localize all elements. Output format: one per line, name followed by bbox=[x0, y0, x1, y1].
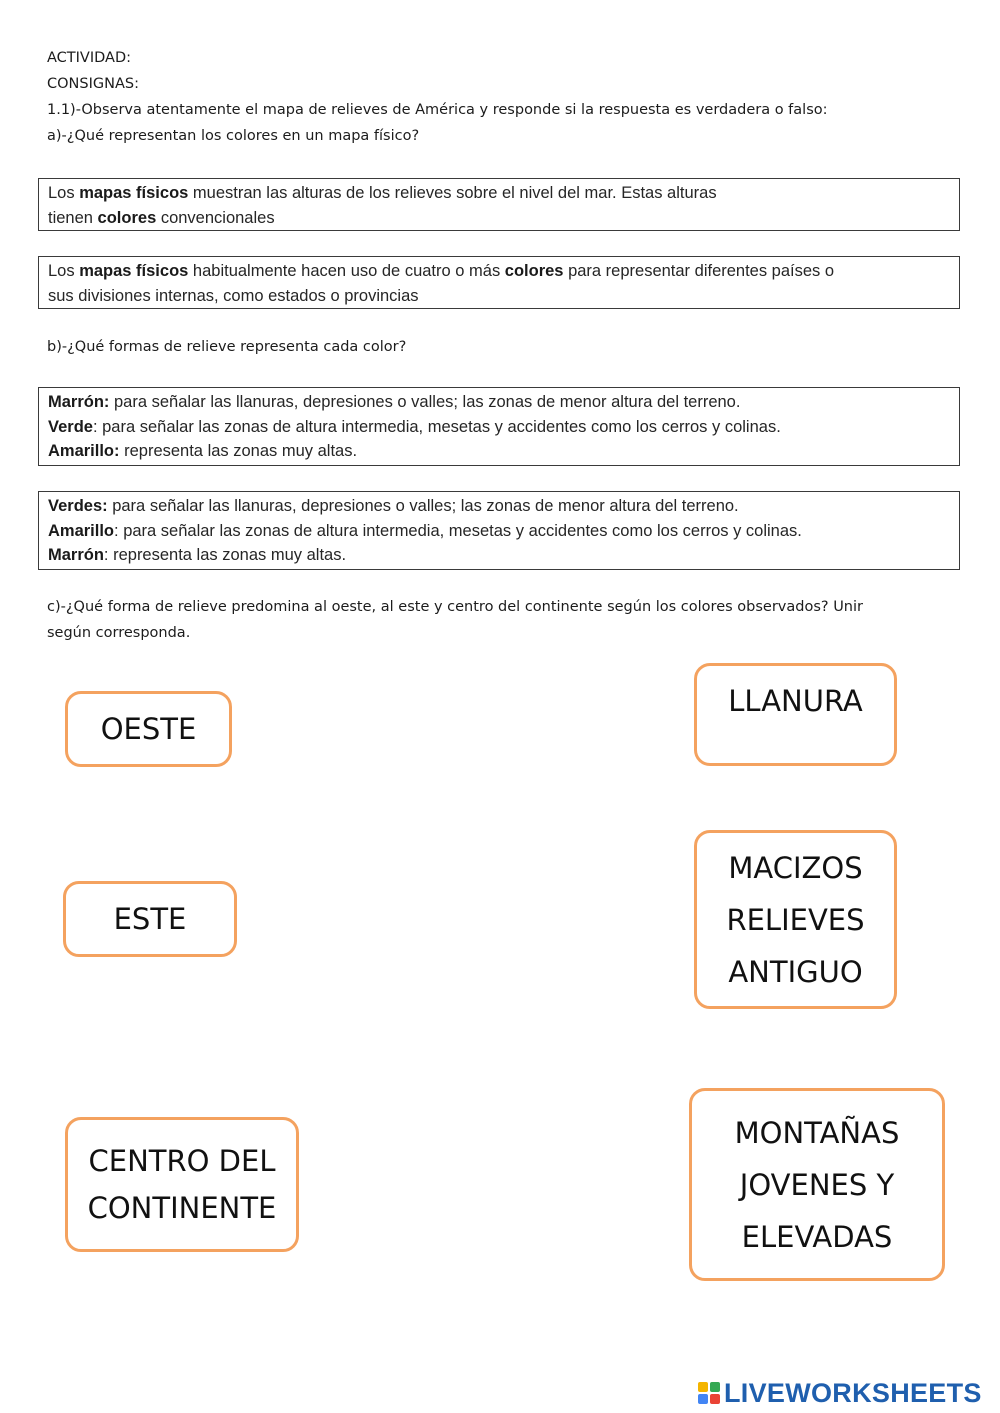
answer-b2-color-1: Verdes: bbox=[48, 497, 108, 515]
liveworksheets-logo bbox=[698, 1380, 982, 1406]
answer-a1-text-3: tienen bbox=[48, 208, 98, 227]
match-right-montanas[interactable] bbox=[689, 1088, 945, 1281]
answer-a1-text-1: Los bbox=[48, 184, 80, 202]
answer-a1-text-2: muestran las alturas de los relieves sobre el nivel del mar. Estas alturas bbox=[188, 184, 717, 202]
question-c-prompt-line-1: c)-¿Qué forma de relieve predomina al oeste, al este y centro del continente según los colores observados? Unir bbox=[47, 599, 863, 615]
match-right-macizos-line-3: ANTIGUO bbox=[728, 954, 863, 989]
answer-a2-text-4: sus divisiones internas, como estados o provincias bbox=[48, 286, 419, 305]
liveworksheets-logo-icon bbox=[698, 1382, 720, 1404]
activity-heading: ACTIVIDAD: bbox=[47, 50, 131, 66]
answer-b1-color-2: Verde bbox=[48, 417, 93, 436]
match-right-macizos-line-1: MACIZOS bbox=[728, 850, 863, 885]
answer-b1-desc-2: : para señalar las zonas de altura intermedia, mesetas y accidentes como los cerros y colinas. bbox=[92, 417, 781, 436]
task-instruction: 1.1)-Observa atentamente el mapa de relieves de América y responde si la respuesta es verdadera o falso: bbox=[47, 102, 828, 118]
answer-a1-text-4: convencionales bbox=[156, 208, 275, 227]
answer-b1-desc-1: para señalar las llanuras, depresiones o valles; las zonas de menor altura del terreno. bbox=[109, 393, 741, 411]
match-right-llanura-label: LLANURA bbox=[728, 684, 863, 718]
instructions-heading: CONSIGNAS: bbox=[47, 76, 139, 92]
answer-a2-text-3: para representar diferentes países o bbox=[563, 262, 835, 280]
answer-b1-color-3: Amarillo: bbox=[48, 442, 120, 460]
match-left-centro[interactable] bbox=[65, 1117, 299, 1252]
answer-b-option-2[interactable] bbox=[38, 491, 960, 570]
match-right-montanas-line-1: MONTAÑAS bbox=[734, 1115, 900, 1150]
answer-a-option-2[interactable] bbox=[38, 256, 960, 309]
match-right-macizos-line-2: RELIEVES bbox=[726, 902, 865, 937]
match-left-oeste-label: OESTE bbox=[100, 712, 197, 746]
answer-a2-bold-2: colores bbox=[504, 262, 564, 280]
answer-b2-color-2: Amarillo bbox=[48, 521, 115, 540]
match-right-montanas-line-3: ELEVADAS bbox=[741, 1219, 893, 1254]
answer-a2-text-2: habitualmente hacen uso de cuatro o más bbox=[188, 262, 505, 280]
answer-b2-desc-2: : para señalar las zonas de altura intermedia, mesetas y accidentes como los cerros y colinas. bbox=[114, 521, 802, 540]
match-left-centro-line-1: CENTRO DEL bbox=[88, 1143, 276, 1178]
match-left-este[interactable] bbox=[63, 881, 237, 957]
answer-a-option-1[interactable] bbox=[38, 178, 960, 231]
question-a-prompt: a)-¿Qué representan los colores en un mapa físico? bbox=[47, 128, 420, 144]
match-left-este-label: ESTE bbox=[113, 902, 187, 936]
answer-b2-color-3: Marrón bbox=[48, 546, 104, 564]
answer-a2-bold-1: mapas físicos bbox=[79, 262, 189, 280]
match-right-llanura[interactable] bbox=[694, 663, 897, 766]
answer-a2-text-1: Los bbox=[48, 262, 80, 280]
answer-a1-bold-2: colores bbox=[97, 208, 157, 227]
answer-a1-bold-1: mapas físicos bbox=[79, 184, 189, 202]
answer-b-option-1[interactable] bbox=[38, 387, 960, 466]
question-c-prompt-line-2: según corresponda. bbox=[47, 625, 191, 641]
liveworksheets-brand: LIVEWORKSHEETS bbox=[724, 1378, 982, 1408]
match-right-macizos[interactable] bbox=[694, 830, 897, 1009]
match-left-oeste[interactable] bbox=[65, 691, 232, 767]
question-b-prompt: b)-¿Qué formas de relieve representa cada color? bbox=[47, 339, 407, 355]
answer-b2-desc-1: para señalar las llanuras, depresiones o valles; las zonas de menor altura del terreno. bbox=[107, 497, 739, 515]
match-left-centro-line-2: CONTINENTE bbox=[87, 1190, 277, 1225]
match-right-montanas-line-2: JOVENES Y bbox=[739, 1167, 895, 1202]
answer-b1-color-1: Marrón: bbox=[48, 393, 110, 411]
answer-b1-desc-3: representa las zonas muy altas. bbox=[119, 442, 358, 460]
answer-b2-desc-3: : representa las zonas muy altas. bbox=[103, 546, 347, 564]
